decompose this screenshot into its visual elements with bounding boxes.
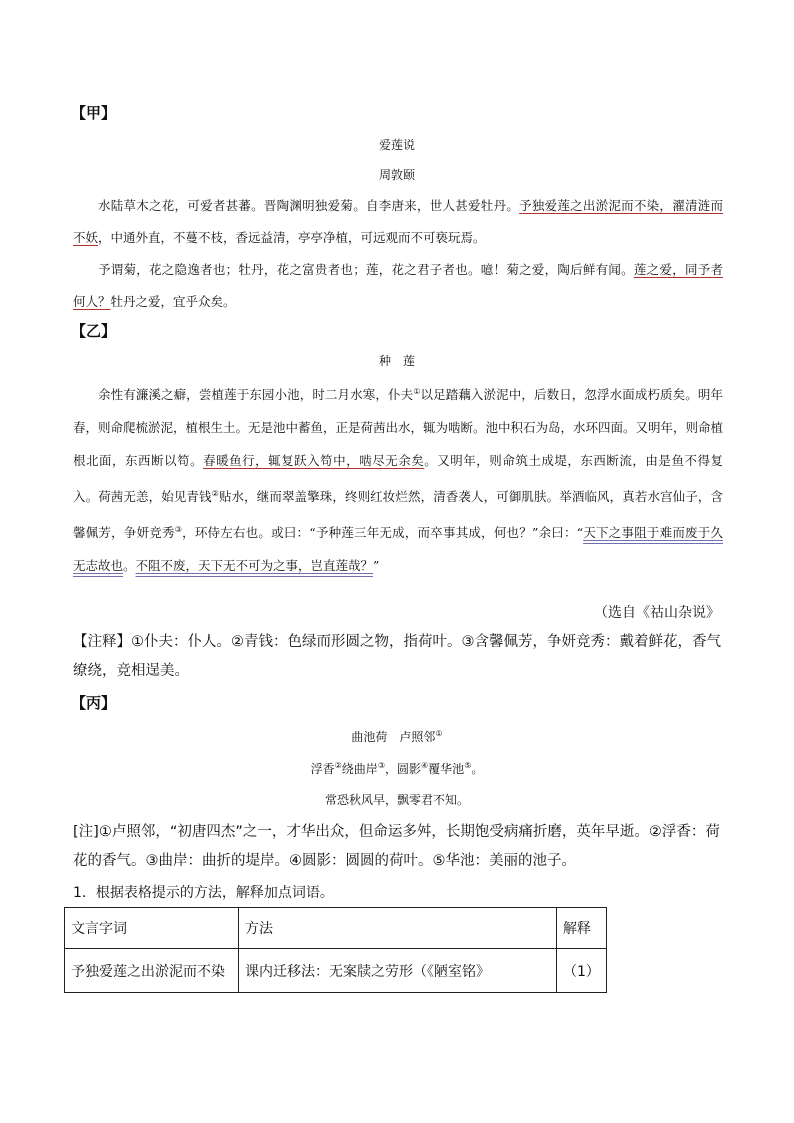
table-header-cell: 文言字词 [65, 908, 239, 949]
text-segment: ，环侍左右也。或曰：“予种莲三年无成，而卒事其成，何也？”余曰：“ [182, 525, 584, 541]
underlined-sentence: 天下之事阻于难而废于久无志故也 [73, 525, 723, 574]
poem-title-quchihe [0, 728, 794, 745]
text-segment: 。 [471, 762, 484, 776]
paragraph-jia-2 [73, 254, 723, 318]
text-segment: 余性有濂溪之癖，尝植莲于东园小池，时二月水寒，仆夫 [98, 387, 414, 403]
annotation-bing: [注]①卢照邻，“初唐四杰”之一，才华出众，但命运多舛，长期饱受病痛折磨，英年早逝。②浮香：荷花的香气。③曲岸：曲折的堤岸。④圆影：圆圆的荷叶。⑤华池：美丽的池子。 [73, 824, 720, 869]
table-cell: 予独爱莲之出淤泥而不染 [65, 949, 239, 993]
footnote-marker: ② [334, 761, 342, 770]
text-segment: 以足踏藕入淤泥中，后数日，忽浮水面成朽质矣。明年春，则命爬梳淤泥，植根生土。无是池中蓄鱼，正是荷茜出水，辄为啮断。池中积石为岛，水环四面。又明年，则命植根北面，东西断以笱。 [73, 387, 724, 469]
poem-title-zhonglian: 种 莲 [378, 354, 415, 368]
table-header-cell: 方法 [239, 908, 557, 949]
footnote-marker: ③ [174, 525, 183, 535]
underlined-sentence: 莲之爱，同予者何人？ [73, 262, 723, 309]
underlined-sentence: 春暖鱼行，辄复跃入笱中，啮尽无余矣 [203, 453, 425, 469]
text-segment: 水陆草木之花，可爱者甚蕃。晋陶渊明独爱菊。自李唐来，世人甚爱牡丹。 [98, 198, 520, 213]
table-header-row [65, 908, 607, 949]
footnote-marker: ④ [421, 761, 429, 770]
table-cell: 课内迁移法：无案牍之劳形（《陋室铭》 [239, 949, 557, 993]
poem-title-text: 曲池荷 卢照邻 [351, 730, 436, 744]
section-marker-jia: 【甲】 [71, 104, 117, 122]
table-row [65, 949, 607, 993]
poem-title-ailianshuo: 爱莲说 [378, 138, 415, 152]
underlined-sentence: 不阻不废，天下无不可为之事，岂直莲哉？ [135, 558, 374, 574]
table-header-cell: 解释 [557, 908, 607, 949]
section-marker-bing: 【丙】 [71, 694, 117, 712]
source-citation: （选自《祜山杂说》 [594, 605, 720, 621]
text-segment: 绕曲岸 [341, 762, 378, 776]
section-marker-yi: 【乙】 [71, 322, 117, 340]
footnote-marker: ② [211, 489, 219, 499]
annotation-yi: 【注释】①仆夫：仆人。②青钱：色绿而形圆之物，指荷叶。③含馨佩芳，争妍竞秀：戴着鲜花，香气缭绕，竞相逞美。 [73, 634, 721, 679]
poem-line-1 [0, 760, 794, 777]
author-name: 周敦颐 [378, 168, 415, 182]
footnote-marker: ① [435, 729, 443, 738]
footnote-marker: ③ [377, 761, 385, 770]
paragraph-yi [73, 375, 723, 582]
text-segment: ，圆影 [384, 762, 421, 776]
answer-blank-1[interactable]: （1） [557, 949, 607, 993]
text-segment: 。又明年，则命筑土成堤，东西断流，由是鱼不得复入。荷茜无恙，始见青钱 [73, 453, 723, 505]
text-segment: 予谓菊，花之隐逸者也；牡丹，花之富贵者也；莲，花之君子者也。噫！菊之爱，陶后鲜有闻。 [98, 262, 634, 277]
footnote-marker: ⑤ [464, 761, 472, 770]
question-1: 1．根据表格提示的方法，解释加点词语。 [73, 885, 334, 901]
text-segment: 贴水，继而翠盖擎珠，终则红妆烂然，清香袭人，可御肌肤。举酒临风，真若水宫仙子，含馨佩芳，争妍竞秀 [73, 489, 723, 541]
text-segment: 覆华池 [428, 762, 465, 776]
poem-line-2: 常恐秋风早，飘零君不知。 [324, 793, 469, 807]
paragraph-jia-1 [73, 190, 723, 254]
text-segment: ” [373, 558, 380, 574]
text-segment: ，中通外直，不蔓不枝，香远益清，亭亭净植，可远观而不可亵玩焉。 [98, 230, 486, 245]
text-segment: 。 [123, 558, 136, 574]
text-segment: 牡丹之爱，宜乎众矣。 [110, 294, 236, 309]
text-segment: 浮香 [310, 762, 335, 776]
underlined-sentence: 予独爱莲之出淤泥而不染，濯清涟而不妖 [73, 198, 723, 245]
answer-table [64, 907, 607, 993]
footnote-marker: ① [413, 387, 421, 396]
